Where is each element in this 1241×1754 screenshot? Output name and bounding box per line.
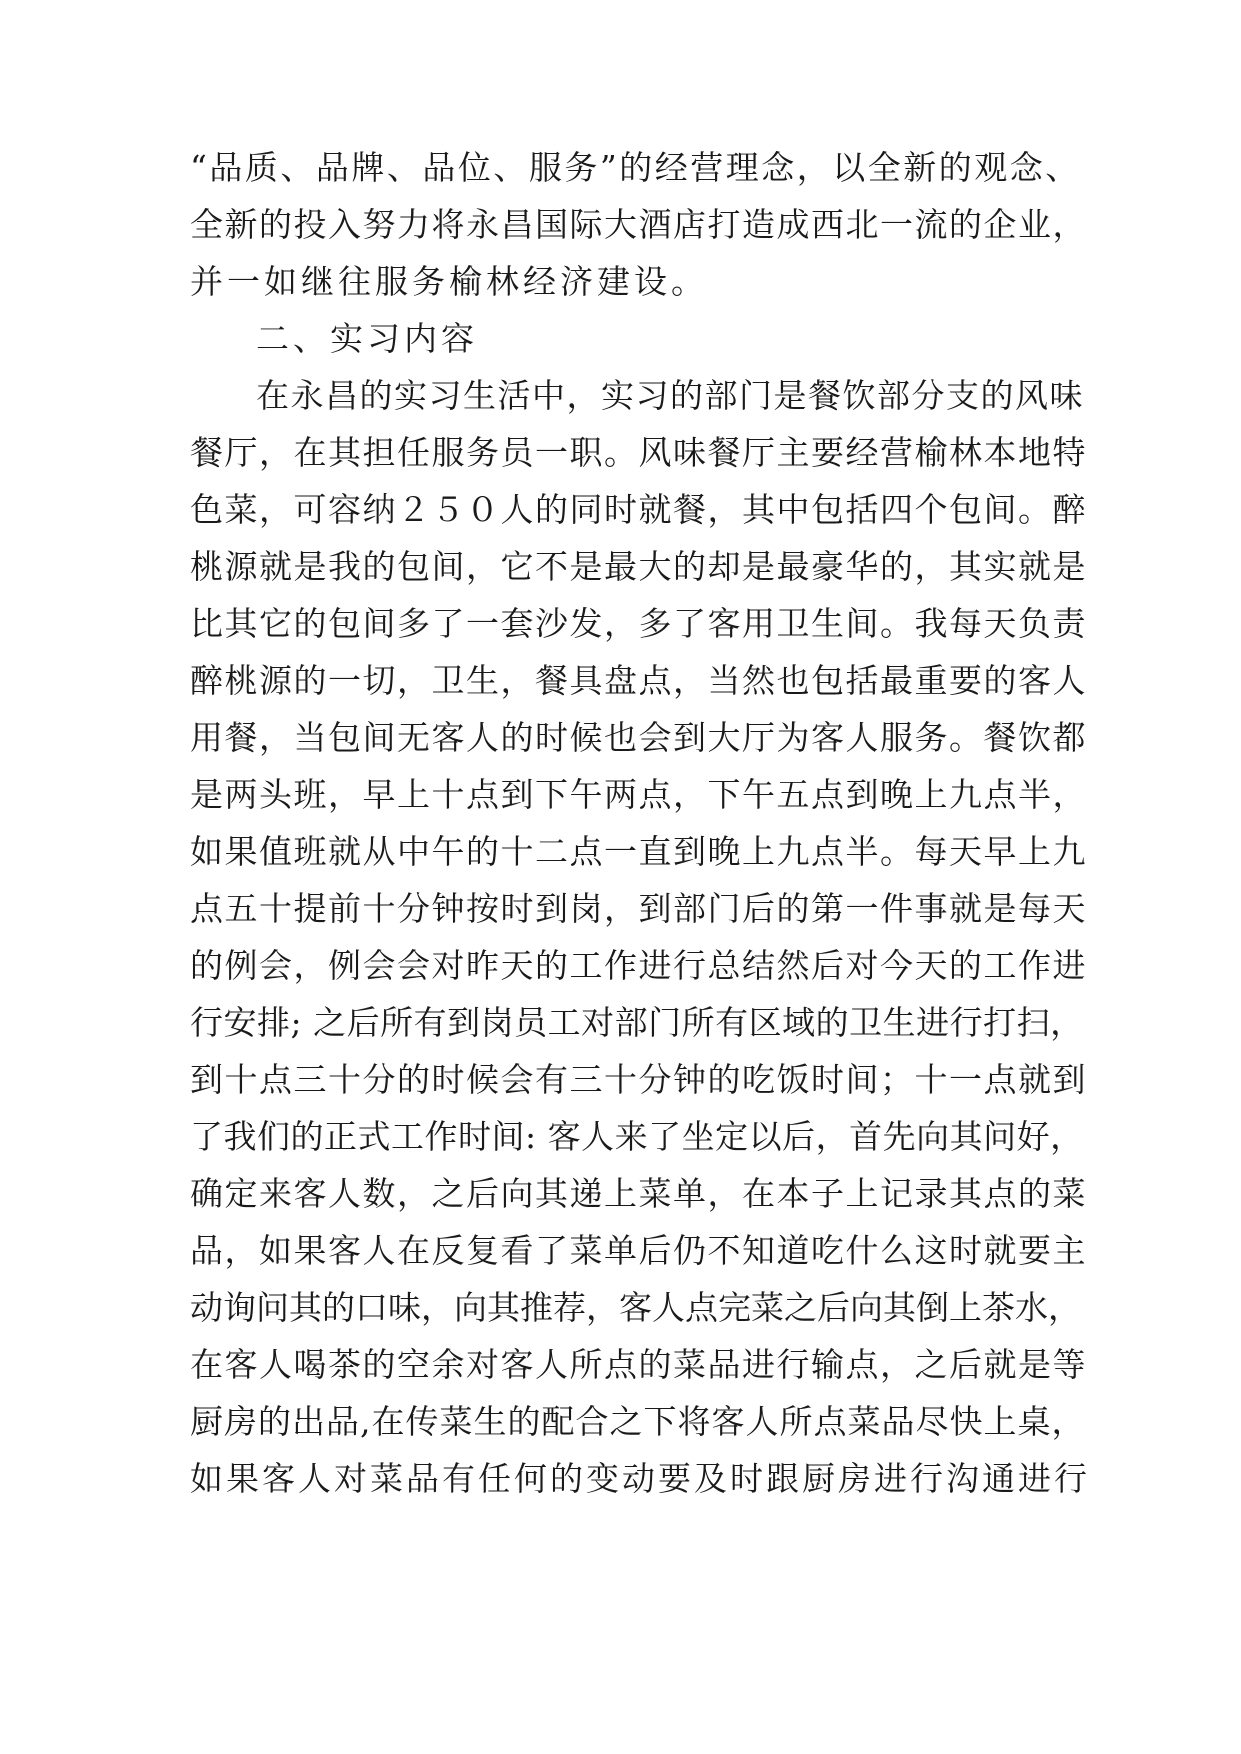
text-line: 是两头班，早上十点到下午两点，下午五点到晚上九点半， bbox=[190, 775, 1087, 814]
text-line: 醉桃源的一切，卫生，餐具盘点，当然也包括最重要的客人 bbox=[190, 661, 1087, 700]
text-line: 到十点三十分的时候会有三十分钟的吃饭时间；十一点就到 bbox=[190, 1060, 1087, 1099]
text-line: 品，如果客人在反复看了菜单后仍不知道吃什么这时就要主 bbox=[190, 1231, 1087, 1270]
text-line: 并一如继往服务榆林经济建设。 bbox=[190, 262, 708, 301]
text-line: 全新的投入努力将永昌国际大酒店打造成西北一流的企业， bbox=[190, 205, 1087, 244]
text-line: 餐厅，在其担任服务员一职。风味餐厅主要经营榆林本地特 bbox=[190, 433, 1087, 472]
text-line: “品质、品牌、品位、服务”的经营理念，以全新的观念、 bbox=[190, 148, 1081, 187]
text-line: 点五十提前十分钟按时到岗，到部门后的第一件事就是每天 bbox=[190, 889, 1087, 928]
text-line: 行安排; 之后所有到岗员工对部门所有区域的卫生进行打扫， bbox=[190, 1003, 1084, 1042]
text-line: 色菜，可容纳２５０人的同时就餐，其中包括四个包间。醉 bbox=[190, 490, 1087, 529]
text-line: 在永昌的实习生活中，实习的部门是餐饮部分支的风味 bbox=[256, 376, 1084, 415]
text-line: 确定来客人数，之后向其递上菜单，在本子上记录其点的菜 bbox=[190, 1174, 1087, 1213]
section-heading: 二、实习内容 bbox=[256, 319, 478, 358]
text-line: 在客人喝茶的空余对客人所点的菜品进行输点，之后就是等 bbox=[190, 1345, 1087, 1384]
text-line: 如果客人对菜品有任何的变动要及时跟厨房进行沟通进行 bbox=[190, 1459, 1090, 1498]
text-line: 动询问其的口味，向其推荐，客人点完菜之后向其倒上茶水， bbox=[190, 1288, 1081, 1327]
text-line: 厨房的出品,在传菜生的配合之下将客人所点菜品尽快上桌， bbox=[190, 1402, 1086, 1441]
text-line: 的例会，例会会对昨天的工作进行总结然后对今天的工作进 bbox=[190, 946, 1087, 985]
text-line: 桃源就是我的包间，它不是最大的却是最豪华的，其实就是 bbox=[190, 547, 1087, 586]
text-line: 了我们的正式工作时间: 客人来了坐定以后，首先向其问好， bbox=[190, 1117, 1084, 1156]
text-line: 如果值班就从中午的十二点一直到晚上九点半。每天早上九 bbox=[190, 832, 1087, 871]
text-line: 用餐，当包间无客人的时候也会到大厅为客人服务。餐饮都 bbox=[190, 718, 1087, 757]
text-line: 比其它的包间多了一套沙发，多了客用卫生间。我每天负责 bbox=[190, 604, 1087, 643]
